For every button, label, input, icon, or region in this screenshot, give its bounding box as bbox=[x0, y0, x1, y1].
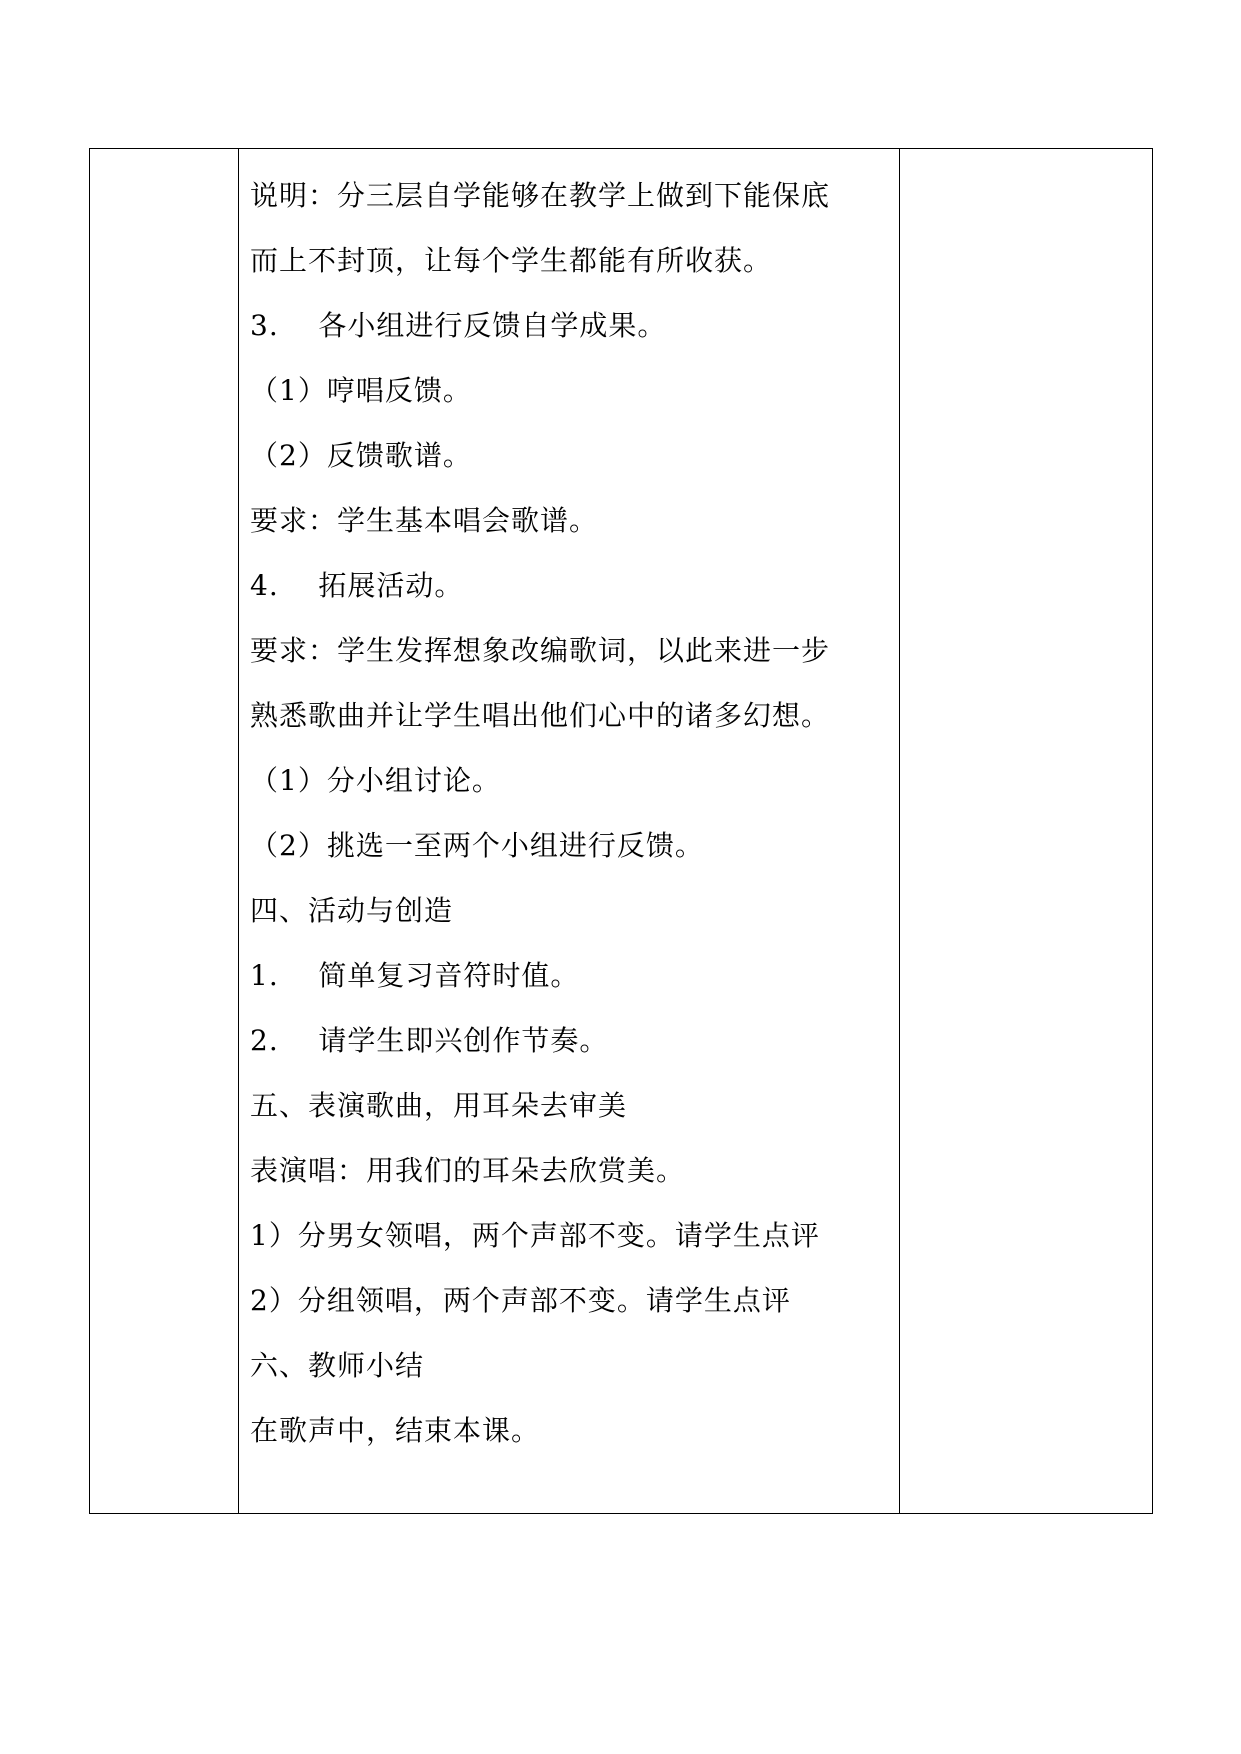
text-line: 在歌声中，结束本课。 bbox=[250, 1414, 541, 1447]
table-cell-left bbox=[90, 149, 239, 1513]
text-line: 1. 简单复习音符时值。 bbox=[250, 959, 580, 992]
text-line: 要求：学生基本唱会歌谱。 bbox=[250, 504, 599, 537]
section-heading: 五、表演歌曲，用耳朵去审美 bbox=[250, 1089, 628, 1122]
text-line: 3. 各小组进行反馈自学成果。 bbox=[250, 309, 667, 342]
text-line: （1）哼唱反馈。 bbox=[250, 374, 472, 407]
text-line: 而上不封顶，让每个学生都能有所收获。 bbox=[250, 244, 773, 277]
table-cell-content bbox=[239, 149, 900, 1513]
text-line: 4. 拓展活动。 bbox=[250, 569, 464, 602]
text-line: 2. 请学生即兴创作节奏。 bbox=[250, 1024, 609, 1057]
text-line: 说明：分三层自学能够在教学上做到下能保底 bbox=[250, 179, 831, 212]
table-cell-right bbox=[900, 149, 1152, 1513]
text-line: 表演唱：用我们的耳朵去欣赏美。 bbox=[250, 1154, 686, 1187]
text-line: 1）分男女领唱，两个声部不变。请学生点评 bbox=[250, 1219, 820, 1252]
text-line: 要求：学生发挥想象改编歌词，以此来进一步 bbox=[250, 634, 831, 667]
text-line: （2）反馈歌谱。 bbox=[250, 439, 472, 472]
section-heading: 六、教师小结 bbox=[250, 1349, 425, 1382]
lesson-plan-table bbox=[89, 148, 1153, 1514]
text-line: 2）分组领唱，两个声部不变。请学生点评 bbox=[250, 1284, 791, 1317]
section-heading: 四、活动与创造 bbox=[250, 894, 454, 927]
text-line: （2）挑选一至两个小组进行反馈。 bbox=[250, 829, 704, 862]
text-line: （1）分小组讨论。 bbox=[250, 764, 501, 797]
text-line: 熟悉歌曲并让学生唱出他们心中的诸多幻想。 bbox=[250, 699, 831, 732]
